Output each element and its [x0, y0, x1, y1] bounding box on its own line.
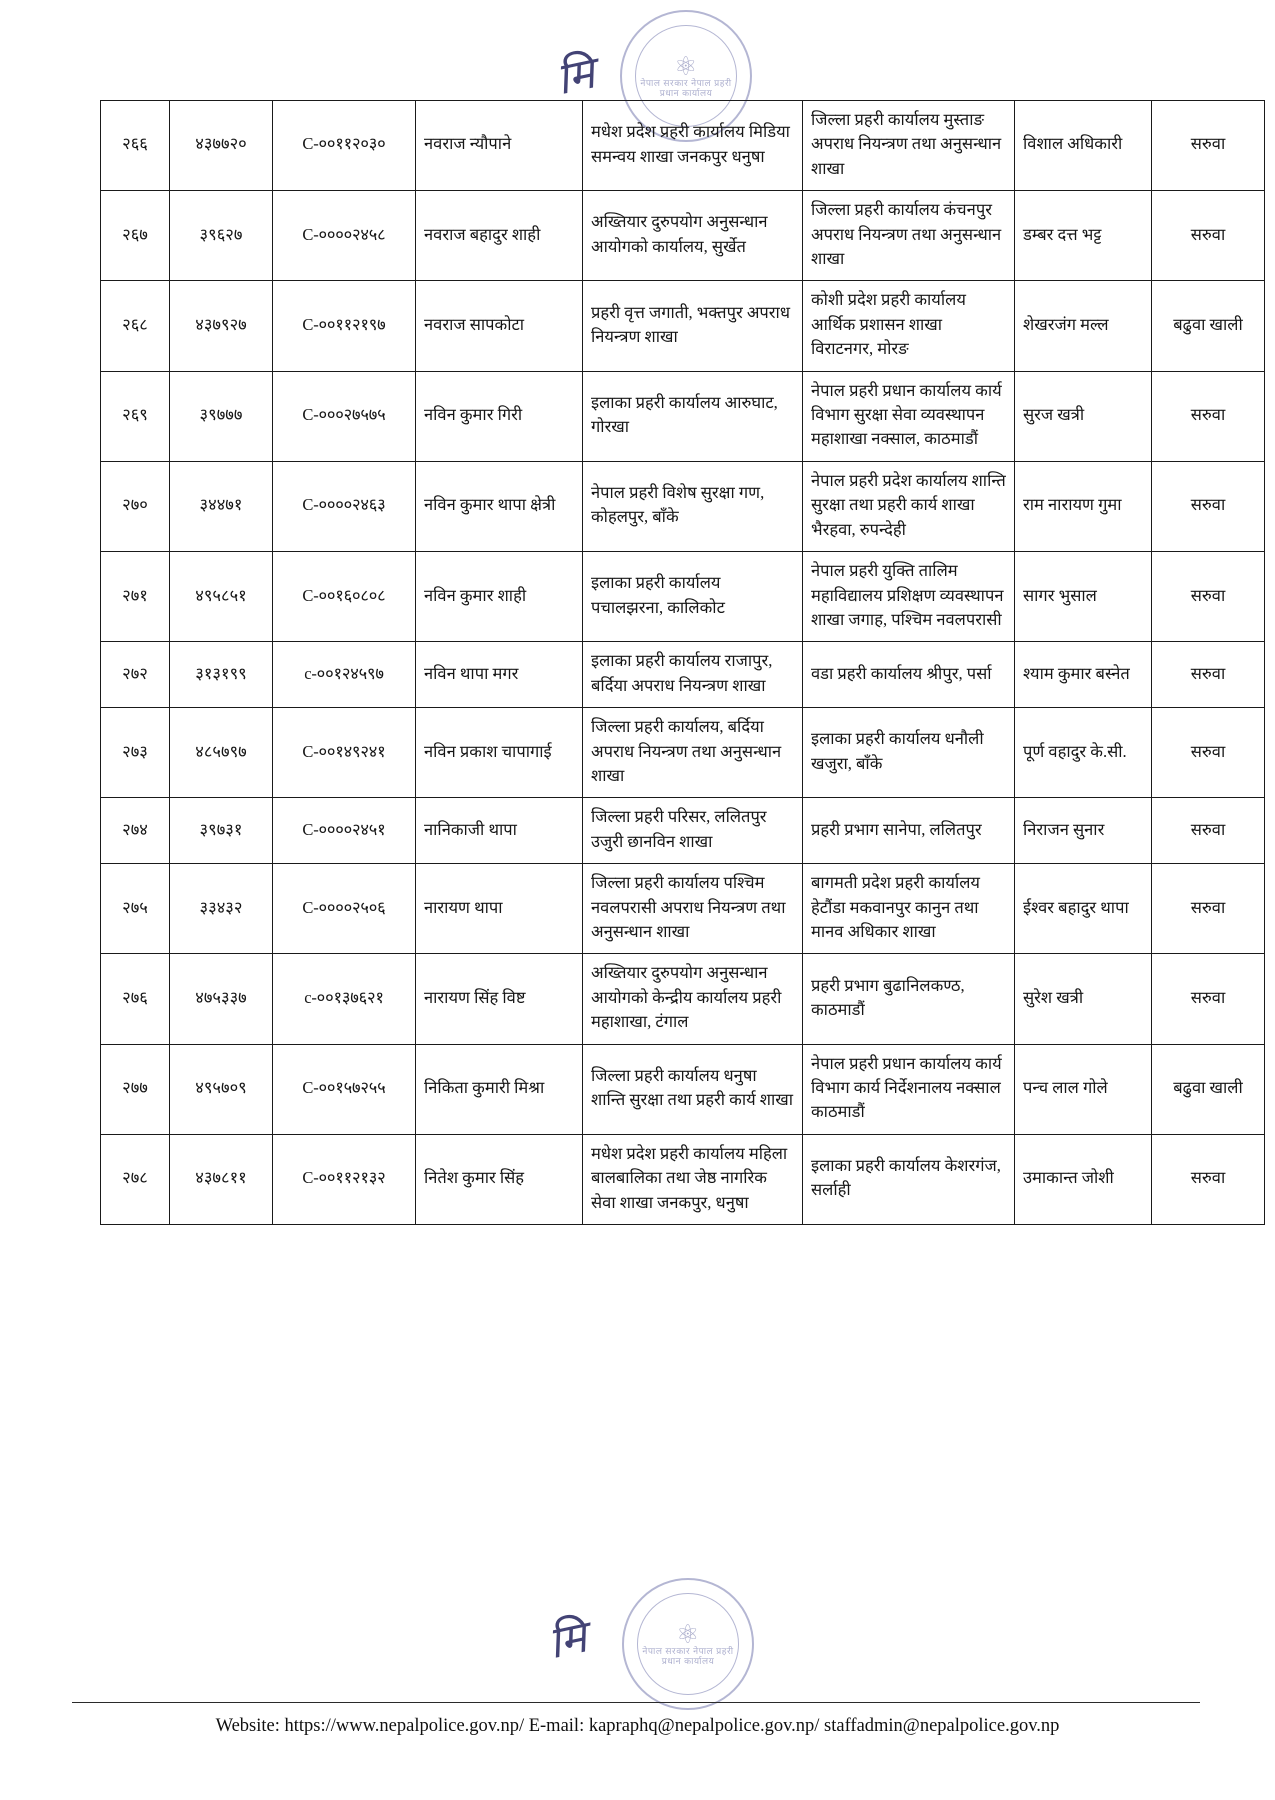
cell-serial: २७८	[101, 1134, 170, 1224]
footer-divider	[72, 1702, 1200, 1703]
table-row	[101, 708, 1265, 798]
cell-remark: सरुवा	[1152, 708, 1265, 798]
cell-code: C-००११२१९७	[273, 281, 416, 371]
official-seal-bottom-icon	[622, 1578, 754, 1710]
cell-name: नानिकाजी थापा	[416, 798, 583, 864]
cell-code: C-००००२५०६	[273, 864, 416, 954]
seal-bottom-text: नेपाल सरकार नेपाल प्रहरी प्रधान कार्यालय	[642, 1646, 734, 1666]
cell-code: C-०००२७५७५	[273, 371, 416, 461]
cell-remark: सरुवा	[1152, 1134, 1265, 1224]
cell-replacement: ईश्वर बहादुर थापा	[1015, 864, 1152, 954]
cell-remark: सरुवा	[1152, 954, 1265, 1044]
cell-replacement: सुरेश खत्री	[1015, 954, 1152, 1044]
cell-name: निकिता कुमारी मिश्रा	[416, 1044, 583, 1134]
table-row	[101, 1044, 1265, 1134]
cell-id: ३९६२७	[170, 191, 273, 281]
cell-current-office: जिल्ला प्रहरी कार्यालय, बर्दिया अपराध नियन्त्रण तथा अनुसन्धान शाखा	[583, 708, 803, 798]
cell-id: ४३७९२७	[170, 281, 273, 371]
cell-current-office: इलाका प्रहरी कार्यालय आरुघाट, गोरखा	[583, 371, 803, 461]
cell-code: C-००००२४५८	[273, 191, 416, 281]
cell-replacement: सागर भुसाल	[1015, 552, 1152, 642]
cell-name: नवराज न्यौपाने	[416, 101, 583, 191]
cell-serial: २७३	[101, 708, 170, 798]
cell-code: C-००१४९२४१	[273, 708, 416, 798]
cell-replacement: राम नारायण गुमा	[1015, 461, 1152, 551]
cell-new-office: जिल्ला प्रहरी कार्यालय मुस्ताङ अपराध नियन्त्रण तथा अनुसन्धान शाखा	[803, 101, 1015, 191]
cell-code: C-००११२१३२	[273, 1134, 416, 1224]
transfer-roster-table	[100, 100, 1265, 1225]
table-row	[101, 191, 1265, 281]
cell-current-office: मधेश प्रदेश प्रहरी कार्यालय महिला बालबालिका तथा जेष्ठ नागरिक सेवा शाखा जनकपुर, धनुषा	[583, 1134, 803, 1224]
table-body	[101, 101, 1265, 1225]
cell-new-office: प्रहरी प्रभाग सानेपा, ललितपुर	[803, 798, 1015, 864]
cell-serial: २६६	[101, 101, 170, 191]
cell-serial: २७०	[101, 461, 170, 551]
cell-id: ४३७७२०	[170, 101, 273, 191]
cell-new-office: नेपाल प्रहरी प्रधान कार्यालय कार्य विभाग कार्य निर्देशनालय नक्साल काठमाडौं	[803, 1044, 1015, 1134]
table-row	[101, 864, 1265, 954]
cell-remark: सरुवा	[1152, 101, 1265, 191]
cell-current-office: नेपाल प्रहरी विशेष सुरक्षा गण, कोहलपुर, बाँके	[583, 461, 803, 551]
cell-current-office: अख्तियार दुरुपयोग अनुसन्धान आयोगको कार्यालय, सुर्खेत	[583, 191, 803, 281]
cell-replacement: पन्च लाल गोले	[1015, 1044, 1152, 1134]
table-row	[101, 954, 1265, 1044]
cell-serial: २७१	[101, 552, 170, 642]
cell-name: नविन थापा मगर	[416, 642, 583, 708]
cell-serial: २७७	[101, 1044, 170, 1134]
cell-name: नितेश कुमार सिंह	[416, 1134, 583, 1224]
cell-current-office: प्रहरी वृत्त जगाती, भक्तपुर अपराध नियन्त्रण शाखा	[583, 281, 803, 371]
footer-contact-text: Website: https://www.nepalpolice.gov.np/ E-mail: kapraphq@nepalpolice.gov.np/ staffadmin@nepalpolice.gov.np	[215, 1716, 1060, 1736]
cell-new-office: जिल्ला प्रहरी कार्यालय कंचनपुर अपराध नियन्त्रण तथा अनुसन्धान शाखा	[803, 191, 1015, 281]
cell-remark: सरुवा	[1152, 552, 1265, 642]
cell-serial: २६९	[101, 371, 170, 461]
cell-new-office: इलाका प्रहरी कार्यालय केशरगंज, सर्लाही	[803, 1134, 1015, 1224]
cell-new-office: नेपाल प्रहरी प्रदेश कार्यालय शान्ति सुरक्षा तथा प्रहरी कार्य शाखा भैरहवा, रुपन्देही	[803, 461, 1015, 551]
seal-top-text: नेपाल सरकार नेपाल प्रहरी प्रधान कार्यालय	[640, 78, 732, 98]
cell-current-office: जिल्ला प्रहरी परिसर, ललितपुर उजुरी छानविन शाखा	[583, 798, 803, 864]
cell-remark: बढुवा खाली	[1152, 281, 1265, 371]
cell-serial: २७६	[101, 954, 170, 1044]
cell-code: C-००००२४६३	[273, 461, 416, 551]
cell-remark: सरुवा	[1152, 642, 1265, 708]
cell-replacement: सुरज खत्री	[1015, 371, 1152, 461]
cell-replacement: निराजन सुनार	[1015, 798, 1152, 864]
cell-id: ३३४३२	[170, 864, 273, 954]
cell-remark: सरुवा	[1152, 798, 1265, 864]
table-row	[101, 371, 1265, 461]
cell-code: C-००००२४५१	[273, 798, 416, 864]
cell-new-office: प्रहरी प्रभाग बुढानिलकण्ठ, काठमाडौं	[803, 954, 1015, 1044]
cell-id: ३९७७७	[170, 371, 273, 461]
cell-id: ४९५८५१	[170, 552, 273, 642]
cell-replacement: विशाल अधिकारी	[1015, 101, 1152, 191]
cell-new-office: इलाका प्रहरी कार्यालय धनौली खजुरा, बाँके	[803, 708, 1015, 798]
cell-serial: २६७	[101, 191, 170, 281]
cell-serial: २७४	[101, 798, 170, 864]
cell-code: C-००११२०३०	[273, 101, 416, 191]
cell-id: ४३७८११	[170, 1134, 273, 1224]
cell-id: ४८५७९७	[170, 708, 273, 798]
table-row	[101, 461, 1265, 551]
cell-new-office: नेपाल प्रहरी युक्ति तालिम महाविद्यालय प्रशिक्षण व्यवस्थापन शाखा जगाह, पश्चिम नवलपरासी	[803, 552, 1015, 642]
table-row	[101, 281, 1265, 371]
cell-serial: २७२	[101, 642, 170, 708]
cell-code: C-००१६०८०८	[273, 552, 416, 642]
cell-replacement: शेखरजंग मल्ल	[1015, 281, 1152, 371]
cell-new-office: बागमती प्रदेश प्रहरी कार्यालय हेटौंडा मकवानपुर कानुन तथा मानव अधिकार शाखा	[803, 864, 1015, 954]
signature-top: मि	[551, 48, 599, 105]
cell-code: c-००१२४५९७	[273, 642, 416, 708]
table-row	[101, 798, 1265, 864]
cell-id: ३४४७१	[170, 461, 273, 551]
cell-current-office: इलाका प्रहरी कार्यालय पचालझरना, कालिकोट	[583, 552, 803, 642]
cell-current-office: जिल्ला प्रहरी कार्यालय धनुषा शान्ति सुरक्षा तथा प्रहरी कार्य शाखा	[583, 1044, 803, 1134]
cell-name: नारायण थापा	[416, 864, 583, 954]
cell-remark: सरुवा	[1152, 371, 1265, 461]
cell-remark: सरुवा	[1152, 864, 1265, 954]
cell-id: ४७५३३७	[170, 954, 273, 1044]
cell-current-office: जिल्ला प्रहरी कार्यालय पश्चिम नवलपरासी अपराध नियन्त्रण तथा अनुसन्धान शाखा	[583, 864, 803, 954]
cell-replacement: उमाकान्त जोशी	[1015, 1134, 1152, 1224]
cell-replacement: श्याम कुमार बस्नेत	[1015, 642, 1152, 708]
table-row	[101, 552, 1265, 642]
cell-name: नविन कुमार शाही	[416, 552, 583, 642]
cell-name: नविन कुमार गिरी	[416, 371, 583, 461]
cell-remark: बढुवा खाली	[1152, 1044, 1265, 1134]
cell-name: नविन प्रकाश चापागाई	[416, 708, 583, 798]
cell-id: ३९७३१	[170, 798, 273, 864]
cell-code: c-००१३७६२१	[273, 954, 416, 1044]
table-row	[101, 642, 1265, 708]
cell-id: ३१३१९९	[170, 642, 273, 708]
signature-bottom: मि	[543, 1612, 591, 1669]
cell-code: C-००१५७२५५	[273, 1044, 416, 1134]
cell-replacement: डम्बर दत्त भट्ट	[1015, 191, 1152, 281]
cell-id: ४९५७०९	[170, 1044, 273, 1134]
cell-new-office: नेपाल प्रहरी प्रधान कार्यालय कार्य विभाग सुरक्षा सेवा व्यवस्थापन महाशाखा नक्साल, काठमाडौं	[803, 371, 1015, 461]
cell-remark: सरुवा	[1152, 461, 1265, 551]
cell-name: नविन कुमार थापा क्षेत्री	[416, 461, 583, 551]
cell-name: नवराज बहादुर शाही	[416, 191, 583, 281]
table-row	[101, 101, 1265, 191]
cell-serial: २७५	[101, 864, 170, 954]
nepal-emblem-icon: ⚛	[674, 51, 698, 82]
cell-name: नवराज सापकोटा	[416, 281, 583, 371]
cell-serial: २६८	[101, 281, 170, 371]
nepal-emblem-icon: ⚛	[676, 1619, 700, 1650]
cell-current-office: अख्तियार दुरुपयोग अनुसन्धान आयोगको केन्द्रीय कार्यालय प्रहरी महाशाखा, टंगाल	[583, 954, 803, 1044]
cell-current-office: इलाका प्रहरी कार्यालय राजापुर, बर्दिया अपराध नियन्त्रण शाखा	[583, 642, 803, 708]
cell-current-office: मधेश प्रदेश प्रहरी कार्यालय मिडिया समन्वय शाखा जनकपुर धनुषा	[583, 101, 803, 191]
cell-new-office: वडा प्रहरी कार्यालय श्रीपुर, पर्सा	[803, 642, 1015, 708]
cell-replacement: पूर्ण वहादुर के.सी.	[1015, 708, 1152, 798]
table-row	[101, 1134, 1265, 1224]
cell-name: नारायण सिंह विष्ट	[416, 954, 583, 1044]
cell-new-office: कोशी प्रदेश प्रहरी कार्यालय आर्थिक प्रशासन शाखा विराटनगर, मोरङ	[803, 281, 1015, 371]
cell-remark: सरुवा	[1152, 191, 1265, 281]
